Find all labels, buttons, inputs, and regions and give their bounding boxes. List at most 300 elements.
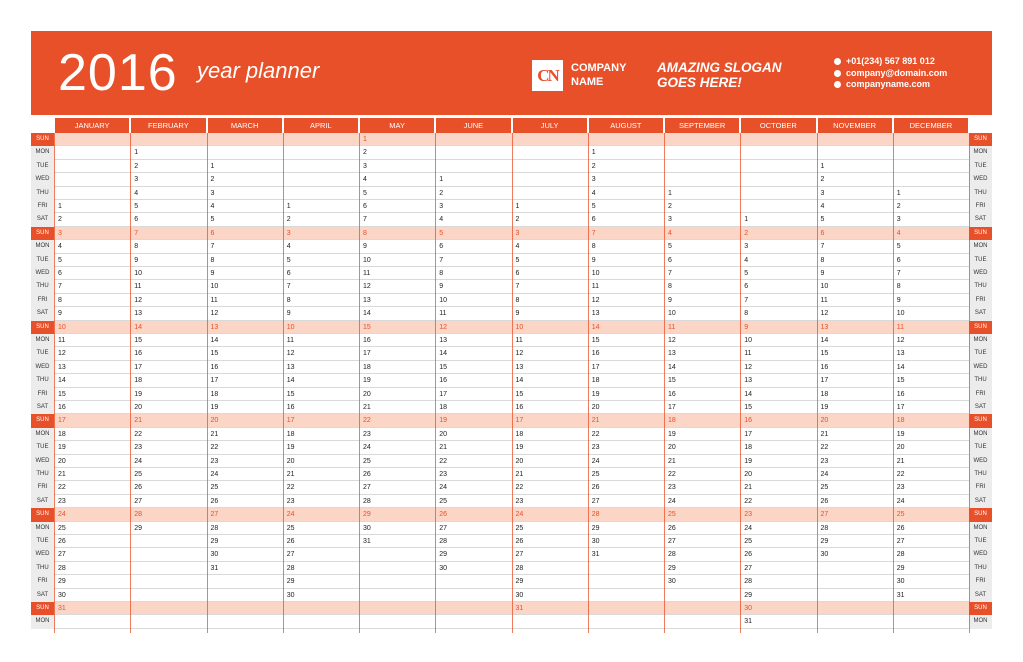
day-cell: 9 (134, 256, 139, 264)
day-cell: 19 (58, 444, 66, 452)
day-cell: 6 (439, 243, 444, 251)
day-cell: 15 (286, 390, 295, 398)
month-header: JUNE (436, 118, 510, 133)
day-cell: 19 (439, 417, 448, 425)
month-column-divider (893, 133, 894, 633)
month-header: APRIL (284, 118, 358, 133)
day-cell: 28 (58, 564, 66, 572)
day-label-right: SUN (969, 508, 992, 521)
day-label-right: FRI (969, 200, 992, 213)
planner-header (31, 31, 992, 115)
phone-icon (834, 58, 841, 65)
day-cell: 3 (439, 203, 444, 210)
day-cell: 24 (58, 511, 66, 519)
day-label-right: SUN (969, 227, 992, 240)
day-cell: 7 (820, 243, 825, 251)
day-cell: 2 (744, 229, 749, 237)
day-cell: 1 (668, 189, 672, 197)
day-cell: 17 (591, 363, 600, 371)
day-cell: 22 (896, 471, 905, 478)
day-label-right: FRI (969, 481, 992, 494)
day-cell: 17 (820, 377, 829, 385)
day-cell: 29 (439, 551, 448, 559)
day-cell: 11 (439, 310, 447, 318)
day-cell: 1 (363, 136, 367, 143)
day-cell: 26 (210, 497, 219, 505)
day-cell: 12 (820, 310, 829, 318)
day-label-right: SAT (969, 401, 992, 414)
day-label-left: MON (31, 240, 54, 253)
day-cell: 30 (896, 578, 905, 586)
day-cell: 6 (515, 270, 520, 277)
day-label-right: SAT (969, 307, 992, 320)
day-cell: 8 (744, 310, 749, 318)
day-cell: 27 (896, 538, 905, 545)
day-cell: 7 (439, 256, 444, 264)
day-label-right: WED (969, 455, 992, 468)
contact-phone (834, 56, 947, 68)
day-cell: 17 (439, 390, 448, 398)
day-cell: 26 (591, 484, 600, 492)
day-cell: 16 (210, 363, 219, 371)
day-cell: 9 (58, 310, 62, 318)
day-cell: 4 (363, 176, 367, 184)
day-cell: 4 (896, 229, 901, 237)
day-cell: 7 (668, 270, 672, 277)
day-cell: 11 (515, 337, 523, 344)
day-cell: 11 (58, 337, 66, 344)
day-cell: 10 (668, 310, 676, 318)
day-cell: 13 (515, 363, 524, 371)
day-cell: 9 (744, 323, 749, 331)
day-cell: 23 (363, 430, 371, 438)
day-cell: 1 (58, 203, 62, 210)
day-cell: 17 (363, 350, 371, 358)
day-cell: 5 (896, 243, 901, 251)
day-cell: 12 (744, 363, 753, 371)
day-label-left: SUN (31, 602, 54, 615)
day-cell: 16 (820, 363, 829, 371)
day-label-right: WED (969, 361, 992, 374)
day-cell: 1 (591, 149, 596, 157)
day-cell: 11 (820, 296, 828, 304)
day-cell: 30 (668, 578, 676, 586)
day-cell: 14 (363, 310, 371, 318)
day-cell: 11 (744, 350, 752, 358)
month-header: JANUARY (55, 118, 129, 133)
day-cell: 3 (58, 229, 62, 237)
day-cell: 12 (363, 283, 371, 291)
day-cell: 22 (439, 457, 448, 465)
day-cell: 25 (363, 457, 371, 465)
day-cell: 15 (134, 337, 143, 344)
day-cell: 31 (744, 618, 753, 626)
day-cell: 26 (515, 538, 524, 545)
day-cell: 26 (134, 484, 143, 492)
day-cell: 24 (515, 511, 524, 519)
day-cell: 21 (210, 430, 219, 438)
day-cell: 1 (896, 189, 901, 197)
day-cell: 27 (668, 538, 676, 545)
day-cell: 25 (134, 471, 143, 478)
month-header: AUGUST (589, 118, 663, 133)
day-label-right: WED (969, 548, 992, 561)
day-cell: 16 (286, 404, 295, 411)
day-label-left: SAT (31, 213, 54, 226)
day-cell: 14 (286, 377, 295, 385)
day-label-left: FRI (31, 388, 54, 401)
day-cell: 11 (363, 270, 371, 277)
day-cell: 14 (515, 377, 524, 385)
day-cell: 29 (591, 524, 600, 532)
day-label-right: FRI (969, 388, 992, 401)
day-cell: 6 (210, 229, 215, 237)
day-cell: 19 (668, 430, 676, 438)
day-cell: 29 (286, 578, 295, 586)
day-cell: 21 (820, 430, 829, 438)
day-cell: 19 (210, 404, 219, 411)
day-cell: 19 (591, 390, 600, 398)
day-cell: 24 (134, 457, 143, 465)
day-label-right: THU (969, 187, 992, 200)
day-cell: 15 (591, 337, 600, 344)
day-label-right: MON (969, 522, 992, 535)
day-cell: 15 (515, 390, 524, 398)
day-label-left: MON (31, 146, 54, 159)
day-cell: 23 (286, 497, 295, 505)
day-cell: 2 (896, 203, 901, 210)
day-cell: 24 (363, 444, 371, 452)
day-label-right: TUE (969, 535, 992, 548)
day-label-left: THU (31, 468, 54, 481)
day-cell: 25 (896, 511, 905, 519)
day-cell: 24 (896, 497, 905, 505)
month-column-divider (664, 133, 665, 633)
day-label-right: FRI (969, 575, 992, 588)
day-cell: 18 (363, 363, 371, 371)
day-cell: 12 (210, 310, 219, 318)
day-label-right: MON (969, 240, 992, 253)
day-cell: 24 (820, 471, 829, 478)
day-label-left: WED (31, 173, 54, 186)
month-column-divider (740, 133, 741, 633)
day-cell: 9 (363, 243, 367, 251)
day-cell: 16 (591, 350, 600, 358)
day-cell: 3 (744, 243, 749, 251)
day-cell: 20 (515, 457, 524, 465)
day-cell: 21 (134, 417, 143, 425)
globe-icon (834, 81, 841, 88)
month-header: OCTOBER (741, 118, 815, 133)
day-cell: 21 (744, 484, 753, 492)
day-cell: 14 (134, 323, 143, 331)
day-cell: 13 (744, 377, 753, 385)
day-cell: 12 (668, 337, 676, 344)
day-label-left: TUE (31, 160, 54, 173)
day-cell: 22 (668, 471, 676, 478)
day-cell: 10 (286, 323, 295, 331)
day-cell: 21 (896, 457, 905, 465)
day-cell: 3 (515, 229, 520, 237)
day-cell: 30 (591, 538, 600, 545)
day-cell: 29 (820, 538, 829, 545)
day-cell: 8 (210, 256, 215, 264)
day-cell: 26 (58, 538, 66, 545)
day-cell: 14 (744, 390, 753, 398)
day-cell: 27 (286, 551, 295, 559)
day-label-left: FRI (31, 481, 54, 494)
day-label-right: TUE (969, 347, 992, 360)
day-cell: 21 (668, 457, 676, 465)
day-cell: 4 (286, 243, 291, 251)
day-cell: 24 (439, 484, 448, 492)
day-cell: 1 (134, 149, 139, 157)
day-cell: 27 (744, 564, 753, 572)
day-cell: 23 (820, 457, 829, 465)
day-cell: 15 (58, 390, 66, 398)
day-cell: 25 (668, 511, 676, 519)
day-label-right: SAT (969, 495, 992, 508)
day-cell: 6 (896, 256, 901, 264)
day-cell: 23 (515, 497, 524, 505)
day-cell: 5 (286, 256, 291, 264)
day-cell: 7 (363, 216, 367, 224)
day-cell: 2 (668, 203, 672, 210)
day-cell: 12 (439, 323, 448, 331)
day-label-left: TUE (31, 441, 54, 454)
day-label-left: TUE (31, 347, 54, 360)
day-cell: 5 (515, 256, 520, 264)
day-cell: 6 (820, 229, 825, 237)
email-icon (834, 70, 841, 77)
day-cell: 3 (820, 189, 825, 197)
day-cell: 2 (58, 216, 62, 224)
day-cell: 8 (896, 283, 901, 291)
day-cell: 22 (134, 430, 143, 438)
day-cell: 20 (286, 457, 295, 465)
day-cell: 6 (591, 216, 596, 224)
company-name-line2: NAME (571, 76, 604, 88)
day-cell: 4 (744, 256, 749, 264)
day-cell: 28 (744, 578, 753, 586)
day-cell: 4 (210, 203, 215, 210)
day-cell: 28 (820, 524, 829, 532)
day-cell: 22 (515, 484, 524, 492)
day-cell: 27 (134, 497, 143, 505)
month-column-divider (207, 133, 208, 633)
day-cell: 28 (591, 511, 600, 519)
day-label-right: TUE (969, 160, 992, 173)
day-cell: 26 (744, 551, 753, 559)
day-label-left: SUN (31, 321, 54, 334)
day-cell: 17 (744, 430, 753, 438)
day-cell: 6 (363, 203, 367, 210)
month-column-divider (588, 133, 589, 633)
day-cell: 26 (820, 497, 829, 505)
day-cell: 16 (515, 404, 524, 411)
day-cell: 28 (363, 497, 371, 505)
day-cell: 22 (363, 417, 371, 425)
day-cell: 31 (896, 591, 905, 599)
day-cell: 8 (58, 296, 62, 304)
day-cell: 2 (591, 162, 596, 170)
day-cell: 26 (286, 538, 295, 545)
day-cell: 27 (591, 497, 600, 505)
day-cell: 30 (210, 551, 219, 559)
day-cell: 3 (668, 216, 672, 224)
day-label-left: WED (31, 361, 54, 374)
day-cell: 2 (210, 176, 215, 184)
day-cell: 6 (668, 256, 672, 264)
day-cell: 20 (591, 404, 600, 411)
day-cell: 18 (744, 444, 753, 452)
day-cell: 13 (668, 350, 676, 358)
day-cell: 8 (668, 283, 672, 291)
day-cell: 28 (210, 524, 219, 532)
day-cell: 7 (134, 229, 139, 237)
day-label-right: MON (969, 428, 992, 441)
day-cell: 13 (439, 337, 448, 344)
day-cell: 10 (210, 283, 219, 291)
slogan-line1: AMAZING SLOGAN (657, 60, 782, 75)
day-label-left: THU (31, 374, 54, 387)
day-cell: 22 (58, 484, 66, 492)
day-cell: 14 (668, 363, 676, 371)
planner-subtitle: year planner (197, 58, 320, 83)
day-cell: 30 (363, 524, 371, 532)
contact-info (834, 56, 947, 91)
day-cell: 17 (286, 417, 295, 425)
day-label-right: THU (969, 280, 992, 293)
day-cell: 20 (820, 417, 829, 425)
month-column-divider (969, 133, 970, 633)
day-cell: 4 (820, 203, 825, 210)
day-cell: 16 (134, 350, 143, 358)
day-cell: 29 (134, 524, 143, 532)
day-cell: 13 (896, 350, 905, 358)
day-cell: 17 (134, 363, 143, 371)
day-cell: 23 (896, 484, 905, 492)
day-cell: 15 (210, 350, 219, 358)
day-cell: 12 (896, 337, 905, 344)
day-cell: 5 (439, 229, 444, 237)
day-cell: 31 (591, 551, 600, 559)
day-cell: 18 (820, 390, 829, 398)
day-cell: 26 (439, 511, 448, 519)
day-cell: 21 (58, 471, 66, 478)
day-label-right: THU (969, 374, 992, 387)
day-cell: 13 (210, 323, 219, 331)
day-label-left: SAT (31, 495, 54, 508)
day-cell: 6 (58, 270, 62, 277)
day-cell: 11 (896, 323, 905, 331)
day-label-right: WED (969, 267, 992, 280)
day-cell: 29 (668, 564, 676, 572)
day-cell: 1 (515, 203, 520, 210)
day-cell: 13 (820, 323, 829, 331)
day-cell: 27 (210, 511, 219, 519)
day-cell: 16 (896, 390, 905, 398)
day-cell: 20 (668, 444, 676, 452)
day-cell: 5 (58, 256, 62, 264)
day-cell: 6 (286, 270, 291, 277)
day-label-left: FRI (31, 294, 54, 307)
day-cell: 9 (439, 283, 444, 291)
day-cell: 24 (668, 497, 676, 505)
day-cell: 1 (439, 176, 444, 184)
day-label-left: MON (31, 428, 54, 441)
day-cell: 22 (744, 497, 753, 505)
day-cell: 12 (591, 296, 600, 304)
day-label-right: SUN (969, 602, 992, 615)
day-cell: 29 (515, 578, 524, 586)
day-cell: 15 (439, 363, 448, 371)
day-cell: 26 (668, 524, 676, 532)
day-cell: 3 (210, 189, 215, 197)
day-cell: 4 (591, 189, 596, 197)
day-cell: 18 (210, 390, 219, 398)
month-header: MAY (360, 118, 434, 133)
day-cell: 21 (439, 444, 448, 452)
day-cell: 20 (439, 430, 448, 438)
day-cell: 15 (363, 323, 371, 331)
day-cell: 16 (363, 337, 371, 344)
day-cell: 8 (439, 270, 444, 277)
day-label-left: THU (31, 280, 54, 293)
day-cell: 3 (134, 176, 139, 184)
day-cell: 31 (363, 538, 371, 545)
day-cell: 3 (591, 176, 596, 184)
day-cell: 4 (439, 216, 444, 224)
day-cell: 19 (363, 377, 371, 385)
day-cell: 29 (744, 591, 753, 599)
day-cell: 17 (515, 417, 524, 425)
day-cell: 28 (515, 564, 524, 572)
day-cell: 23 (58, 497, 66, 505)
day-label-right: SUN (969, 133, 992, 146)
month-header: JULY (513, 118, 587, 133)
day-cell: 25 (58, 524, 66, 532)
day-cell: 25 (286, 524, 295, 532)
day-cell: 14 (591, 323, 600, 331)
month-column-divider (817, 133, 818, 633)
day-cell: 19 (515, 444, 524, 452)
day-label-left: THU (31, 187, 54, 200)
day-cell: 8 (363, 229, 367, 237)
day-cell: 6 (134, 216, 139, 224)
day-cell: 11 (286, 337, 295, 344)
day-cell: 22 (286, 484, 295, 492)
day-cell: 24 (744, 524, 753, 532)
year-calendar-grid (31, 118, 992, 633)
day-cell: 7 (210, 243, 215, 251)
day-cell: 19 (896, 430, 905, 438)
day-cell: 7 (744, 296, 749, 304)
day-cell: 2 (363, 149, 367, 157)
day-cell: 28 (286, 564, 295, 572)
day-cell: 14 (439, 350, 448, 358)
day-cell: 25 (210, 484, 219, 492)
day-label-right: SUN (969, 321, 992, 334)
day-cell: 29 (210, 538, 219, 545)
day-cell: 10 (58, 323, 66, 331)
day-cell: 9 (820, 270, 825, 277)
day-cell: 5 (591, 203, 596, 210)
day-cell: 1 (820, 162, 825, 170)
day-cell: 7 (58, 283, 62, 291)
day-cell: 7 (286, 283, 291, 291)
day-cell: 9 (210, 270, 215, 277)
